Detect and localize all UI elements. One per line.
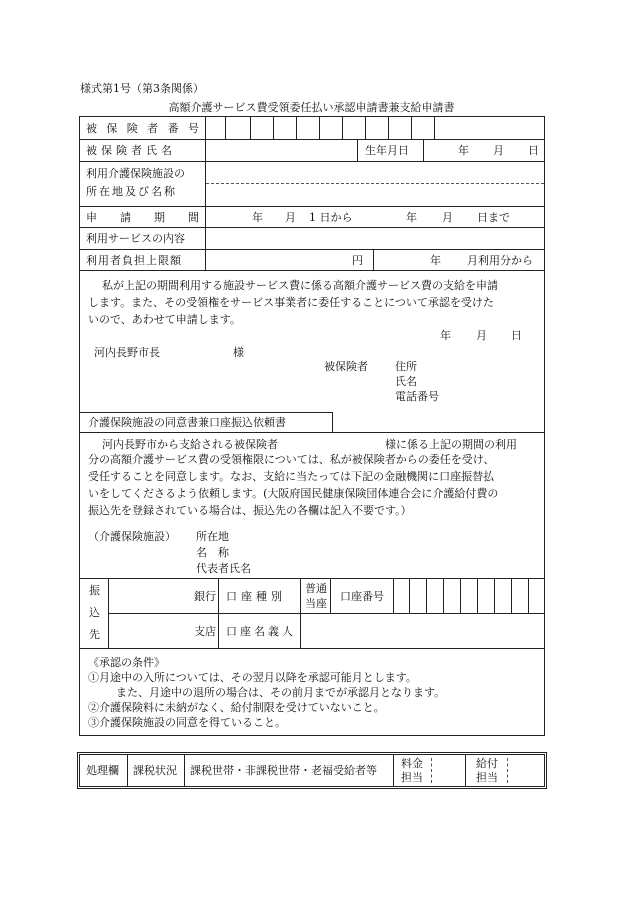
application-date-month: 月 (476, 329, 487, 342)
facility-party-label: （介護保険施設） (88, 530, 176, 543)
birthdate-label: 生年月日 (365, 144, 409, 157)
service-label: 利用サービスの内容 (86, 232, 185, 245)
form-id: 様式第1号（第3条関係） (80, 82, 204, 95)
consent-line2: 分の高額介護サービス費の受領権限については、私が被保険者からの委任を受け、 (88, 453, 495, 466)
account-type-label: 口座種別 (226, 590, 286, 603)
account-number-label: 口座番号 (340, 590, 384, 603)
account-type-futsu: 普通 (305, 582, 327, 595)
name-label: 氏名 (395, 375, 417, 388)
facility-location-label: 所在地 (196, 530, 229, 543)
period-month-1: 月 (285, 211, 296, 224)
period-label: 申 請 期 間 (86, 211, 199, 224)
limit-label: 利用者負担上限額 (86, 254, 182, 267)
facility-representative-label: 代表者氏名 (196, 562, 251, 575)
processing-label: 処理欄 (86, 764, 119, 777)
application-line2: します。また、その受領権をサービス事業者に委任することについて承認を受けた (88, 296, 494, 309)
insured-number-label: 被 保 険 者 番 号 (86, 122, 199, 135)
condition-2: ②介護保険料に未納がなく、給付制限を受けていないこと。 (88, 701, 385, 714)
conditions-heading: 《承認の条件》 (88, 656, 165, 669)
period-to: 日まで (477, 211, 510, 224)
account-holder-label: 口座名義人 (226, 625, 296, 638)
facility-meisho-label: 名 称 (196, 546, 229, 559)
application-line3: いので、あわせて申請します。 (88, 313, 241, 326)
tax-categories: 課税世帯・非課税世帯・老福受給者等 (190, 764, 377, 777)
address-label: 住所 (395, 360, 417, 373)
consent-line1b: 様に係る上記の期間の利用 (385, 438, 517, 451)
insured-name-label: 被保険者氏名 (86, 144, 176, 157)
account-type-toza: 当座 (305, 597, 327, 610)
facility-label-line1: 利用介護保険施設の (86, 167, 185, 180)
period-month-2: 月 (442, 211, 453, 224)
mayor-label: 河内長野市長 (94, 346, 160, 359)
transfer-side-3: 先 (89, 628, 100, 641)
application-form (79, 116, 545, 736)
period-year-1: 年 (252, 211, 263, 224)
birthdate-month: 月 (493, 144, 504, 157)
condition-3: ③介護保険施設の同意を得ていること。 (88, 716, 286, 729)
bank-label: 銀行 (194, 590, 216, 603)
application-line1: 私が上記の期間利用する施設サービス費に係る高額介護サービス費の支給を申請 (102, 279, 498, 292)
insured-person-label: 被保険者 (324, 360, 368, 373)
application-date-day: 日 (511, 329, 522, 342)
period-year-2: 年 (406, 211, 417, 224)
transfer-side-1: 振 (89, 584, 100, 597)
application-date-year: 年 (440, 329, 451, 342)
benefit-staff-label-2: 担当 (476, 771, 498, 784)
birthdate-day: 日 (528, 144, 539, 157)
benefit-staff-label-1: 給付 (476, 757, 498, 770)
period-from: 1 日から (309, 211, 353, 224)
consent-line4: いをしてくださるよう依頼します。(大阪府国民健康保険団体連合会に介護給付費の (88, 487, 499, 500)
facility-label-line2: 所在地及び名称 (86, 185, 177, 198)
tax-status-label: 課税状況 (133, 764, 177, 777)
transfer-side-2: 込 (89, 606, 100, 619)
mayor-honorific: 様 (233, 346, 244, 359)
document-title: 高額介護サービス費受領委任払い承認申請書兼支給申請書 (168, 101, 455, 114)
consent-line3: 受任することを同意します。なお、支給に当たっては下記の金融機関に口座振替払 (88, 470, 495, 483)
consent-line1a: 河内長野市から支給される被保険者 (102, 438, 278, 451)
consent-heading: 介護保険施設の同意書兼口座振込依頼書 (88, 416, 286, 429)
birthdate-year: 年 (458, 144, 469, 157)
consent-line5: 振込先を登録されている場合は、振込先の各欄は記入不要です。） (88, 504, 412, 517)
fee-staff-label-2: 担当 (401, 771, 423, 784)
limit-year: 年 (430, 254, 441, 267)
limit-from: 月利用分から (467, 254, 533, 267)
limit-yen: 円 (352, 254, 363, 267)
condition-1: ①月途中の入所については、その翌月以降を承認可能月とします。 (88, 671, 417, 684)
condition-1-continued: また、月途中の退所の場合は、その前月までが承認月となります。 (116, 686, 446, 699)
phone-label: 電話番号 (395, 390, 439, 403)
branch-label: 支店 (194, 625, 216, 638)
processing-table (79, 754, 545, 787)
fee-staff-label-1: 料金 (401, 757, 423, 770)
